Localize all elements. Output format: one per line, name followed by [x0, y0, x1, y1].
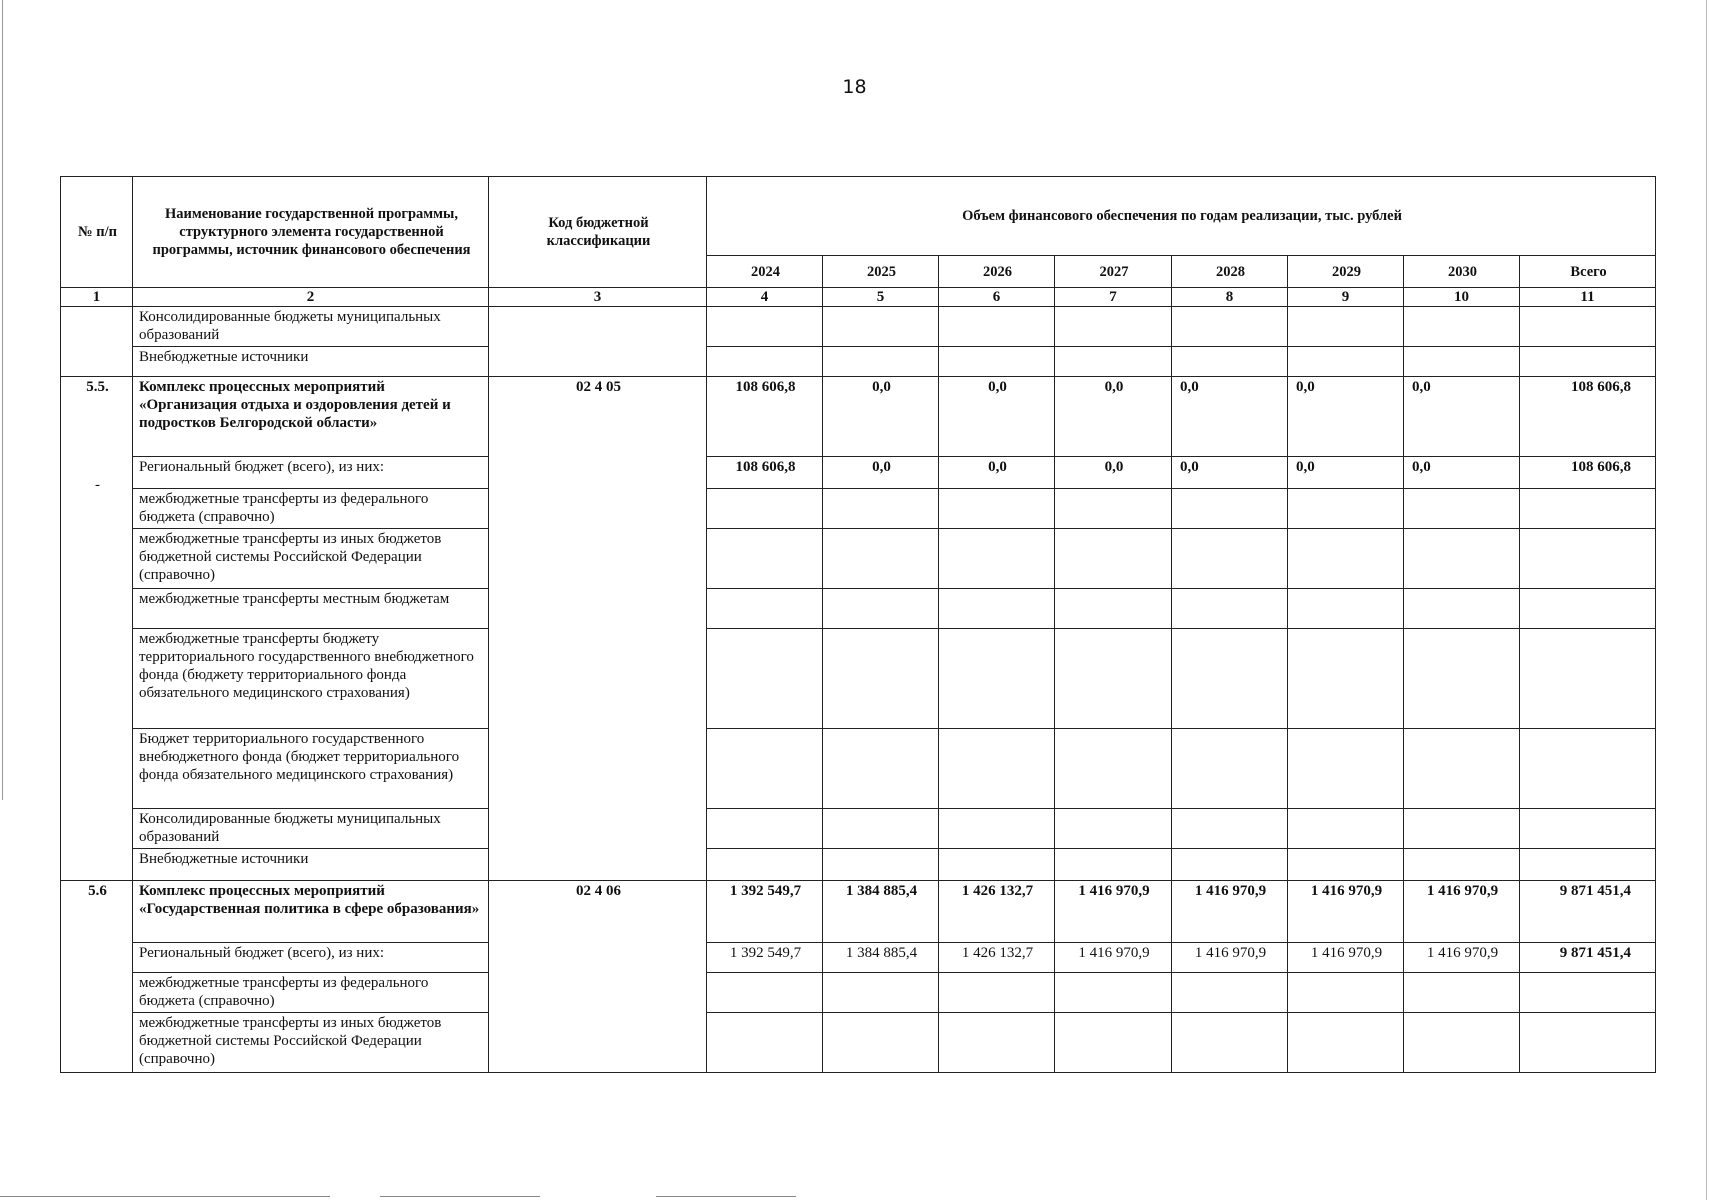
value-cell	[707, 809, 823, 849]
value-cell	[823, 529, 939, 589]
row-label: Консолидированные бюджеты муниципальных образований	[133, 307, 489, 347]
budget-code: 02 4 06	[489, 881, 707, 1073]
value-cell	[1055, 973, 1172, 1013]
value-cell	[1404, 809, 1520, 849]
value-cell: 1 416 970,9	[1404, 943, 1520, 973]
value-cell: 1 416 970,9	[1055, 943, 1172, 973]
row-label: межбюджетные трансферты из федерального бюджета (справочно)	[133, 489, 489, 529]
header-volume: Объем финансового обеспечения по годам реализации, тыс. рублей	[707, 177, 1656, 256]
value-cell	[1520, 589, 1656, 629]
value-cell	[707, 589, 823, 629]
header-year: 2024	[707, 256, 823, 288]
value-cell	[939, 1013, 1055, 1073]
value-cell: 1 416 970,9	[1288, 881, 1404, 943]
value-cell	[939, 307, 1055, 347]
value-cell	[1288, 589, 1404, 629]
value-cell	[1172, 973, 1288, 1013]
section-title: Комплекс процессных мероприятий «Государственная политика в сфере образования»	[133, 881, 489, 943]
table-row	[61, 347, 1656, 377]
value-cell	[1288, 809, 1404, 849]
regional-budget-row	[61, 943, 1656, 973]
value-cell	[939, 347, 1055, 377]
column-number: 5	[823, 288, 939, 307]
total-cell: 108 606,8	[1520, 457, 1656, 489]
value-cell	[939, 529, 1055, 589]
table-row	[61, 307, 1656, 347]
column-number: 8	[1172, 288, 1288, 307]
value-cell	[1172, 809, 1288, 849]
value-cell	[1520, 973, 1656, 1013]
total-cell: 9 871 451,4	[1520, 881, 1656, 943]
value-cell	[1288, 307, 1404, 347]
column-number: 4	[707, 288, 823, 307]
value-cell	[1172, 729, 1288, 809]
value-cell: 1 416 970,9	[1172, 881, 1288, 943]
value-cell	[939, 589, 1055, 629]
value-cell: 0,0	[1172, 377, 1288, 457]
value-cell	[1172, 589, 1288, 629]
value-cell: 1 416 970,9	[1288, 943, 1404, 973]
value-cell	[823, 307, 939, 347]
value-cell	[1288, 973, 1404, 1013]
value-cell	[939, 973, 1055, 1013]
section-number-text: 5.6	[88, 883, 107, 899]
value-cell	[1288, 849, 1404, 881]
value-cell	[1404, 973, 1520, 1013]
value-cell	[1055, 589, 1172, 629]
value-cell: 1 392 549,7	[707, 881, 823, 943]
row-label: межбюджетные трансферты из иных бюджетов бюджетной системы Российской Федерации (справочно)	[133, 529, 489, 589]
section-mark: -	[95, 477, 100, 493]
value-cell	[939, 729, 1055, 809]
row-label: межбюджетные трансферты бюджету территориального государственного внебюджетного фонда (бюджету территориального фонда обязательного медицинского страхования)	[133, 629, 489, 729]
value-cell	[1404, 589, 1520, 629]
value-cell	[1404, 529, 1520, 589]
value-cell	[1055, 849, 1172, 881]
value-cell	[1404, 489, 1520, 529]
value-cell: 0,0	[1288, 457, 1404, 489]
value-cell	[1172, 307, 1288, 347]
row-label: Консолидированные бюджеты муниципальных образований	[133, 809, 489, 849]
value-cell	[707, 347, 823, 377]
row-label: Региональный бюджет (всего), из них:	[133, 457, 489, 489]
value-cell	[1404, 629, 1520, 729]
table-row	[61, 849, 1656, 881]
value-cell	[1520, 629, 1656, 729]
header-num: № п/п	[61, 177, 133, 288]
value-cell: 108 606,8	[707, 377, 823, 457]
column-number: 6	[939, 288, 1055, 307]
value-cell: 1 384 885,4	[823, 881, 939, 943]
value-cell	[1520, 809, 1656, 849]
value-cell	[1520, 347, 1656, 377]
value-cell	[707, 629, 823, 729]
value-cell	[1055, 307, 1172, 347]
budget-code: 02 4 05	[489, 377, 707, 881]
section-title-row	[61, 377, 1656, 457]
table-row	[61, 729, 1656, 809]
section-title: Комплекс процессных мероприятий «Организация отдыха и оздоровления детей и подростков Белгородской области»	[133, 377, 489, 457]
header-year: 2030	[1404, 256, 1520, 288]
value-cell	[823, 1013, 939, 1073]
value-cell	[1288, 347, 1404, 377]
section-number	[61, 881, 133, 1073]
column-number: 10	[1404, 288, 1520, 307]
row-label: межбюджетные трансферты местным бюджетам	[133, 589, 489, 629]
value-cell	[1404, 307, 1520, 347]
value-cell	[1288, 529, 1404, 589]
value-cell	[1172, 489, 1288, 529]
table-row	[61, 589, 1656, 629]
total-cell: 9 871 451,4	[1520, 943, 1656, 973]
value-cell	[939, 849, 1055, 881]
header-year: 2029	[1288, 256, 1404, 288]
value-cell: 1 426 132,7	[939, 881, 1055, 943]
value-cell	[1288, 629, 1404, 729]
row-label: Внебюджетные источники	[133, 849, 489, 881]
value-cell: 0,0	[1404, 457, 1520, 489]
header-year: 2027	[1055, 256, 1172, 288]
column-number: 9	[1288, 288, 1404, 307]
header-total: Всего	[1520, 256, 1656, 288]
value-cell	[707, 849, 823, 881]
value-cell	[823, 849, 939, 881]
value-cell: 0,0	[939, 457, 1055, 489]
value-cell: 1 384 885,4	[823, 943, 939, 973]
row-label: межбюджетные трансферты из иных бюджетов бюджетной системы Российской Федерации (справочно)	[133, 1013, 489, 1073]
value-cell	[707, 307, 823, 347]
table-row	[61, 629, 1656, 729]
code-cell	[489, 307, 707, 377]
scan-artifact-line	[0, 1196, 330, 1197]
value-cell: 1 416 970,9	[1404, 881, 1520, 943]
value-cell: 108 606,8	[707, 457, 823, 489]
value-cell	[939, 809, 1055, 849]
column-number: 11	[1520, 288, 1656, 307]
value-cell: 1 426 132,7	[939, 943, 1055, 973]
value-cell	[1404, 347, 1520, 377]
value-cell: 1 392 549,7	[707, 943, 823, 973]
value-cell	[707, 529, 823, 589]
row-label: Внебюджетные источники	[133, 347, 489, 377]
scan-artifact-line	[656, 1196, 796, 1197]
value-cell: 0,0	[1404, 377, 1520, 457]
value-cell: 0,0	[1055, 457, 1172, 489]
header-code: Код бюджетной классификации	[489, 177, 707, 288]
value-cell	[1404, 729, 1520, 809]
column-number: 3	[489, 288, 707, 307]
table-row	[61, 489, 1656, 529]
row-label: Региональный бюджет (всего), из них:	[133, 943, 489, 973]
value-cell	[823, 589, 939, 629]
value-cell	[1288, 1013, 1404, 1073]
value-cell	[823, 809, 939, 849]
value-cell	[1172, 347, 1288, 377]
value-cell: 0,0	[1172, 457, 1288, 489]
table-row	[61, 973, 1656, 1013]
value-cell	[823, 729, 939, 809]
value-cell	[1520, 1013, 1656, 1073]
value-cell	[939, 629, 1055, 729]
page-edge-right	[1706, 0, 1707, 1200]
value-cell	[1172, 529, 1288, 589]
table-row	[61, 1013, 1656, 1073]
value-cell	[1055, 629, 1172, 729]
budget-table	[60, 176, 1656, 1073]
value-cell	[1404, 1013, 1520, 1073]
section-number-text: 5.5.	[86, 379, 109, 395]
value-cell	[1055, 347, 1172, 377]
value-cell	[1172, 629, 1288, 729]
value-cell: 0,0	[1055, 377, 1172, 457]
header-year: 2028	[1172, 256, 1288, 288]
value-cell	[1055, 489, 1172, 529]
value-cell: 0,0	[1288, 377, 1404, 457]
value-cell: 0,0	[823, 457, 939, 489]
table-row	[61, 809, 1656, 849]
column-numbers-row	[61, 288, 1656, 307]
value-cell	[823, 629, 939, 729]
header-name: Наименование государственной программы, структурного элемента государственной программы, источник финансового обеспечения	[133, 177, 489, 288]
value-cell	[707, 729, 823, 809]
value-cell	[1404, 849, 1520, 881]
value-cell	[707, 973, 823, 1013]
value-cell	[1055, 1013, 1172, 1073]
row-label: Бюджет территориального государственного внебюджетного фонда (бюджет территориального фонда обязательного медицинского страхования)	[133, 729, 489, 809]
value-cell	[1520, 849, 1656, 881]
value-cell: 1 416 970,9	[1172, 943, 1288, 973]
regional-budget-row	[61, 457, 1656, 489]
value-cell	[823, 489, 939, 529]
value-cell	[1520, 729, 1656, 809]
value-cell	[1288, 729, 1404, 809]
section-title-row	[61, 881, 1656, 943]
value-cell	[707, 489, 823, 529]
value-cell	[707, 1013, 823, 1073]
header-year: 2025	[823, 256, 939, 288]
value-cell	[1055, 729, 1172, 809]
value-cell	[1055, 529, 1172, 589]
value-cell	[939, 489, 1055, 529]
value-cell	[1520, 307, 1656, 347]
value-cell	[1172, 849, 1288, 881]
value-cell	[1520, 489, 1656, 529]
section-number	[61, 377, 133, 881]
value-cell	[1172, 1013, 1288, 1073]
row-label: межбюджетные трансферты из федерального бюджета (справочно)	[133, 973, 489, 1013]
column-number: 1	[61, 288, 133, 307]
value-cell	[823, 347, 939, 377]
scan-artifact-line	[380, 1196, 540, 1197]
table-row	[61, 529, 1656, 589]
value-cell: 0,0	[939, 377, 1055, 457]
page-number: 18	[842, 76, 867, 98]
value-cell	[1055, 809, 1172, 849]
total-cell: 108 606,8	[1520, 377, 1656, 457]
column-number: 2	[133, 288, 489, 307]
column-number: 7	[1055, 288, 1172, 307]
value-cell	[1520, 529, 1656, 589]
header-year: 2026	[939, 256, 1055, 288]
value-cell: 0,0	[823, 377, 939, 457]
page-edge-left	[2, 0, 3, 800]
value-cell: 1 416 970,9	[1055, 881, 1172, 943]
header-row	[61, 177, 1656, 256]
value-cell	[1288, 489, 1404, 529]
value-cell	[823, 973, 939, 1013]
num-cell	[61, 307, 133, 377]
